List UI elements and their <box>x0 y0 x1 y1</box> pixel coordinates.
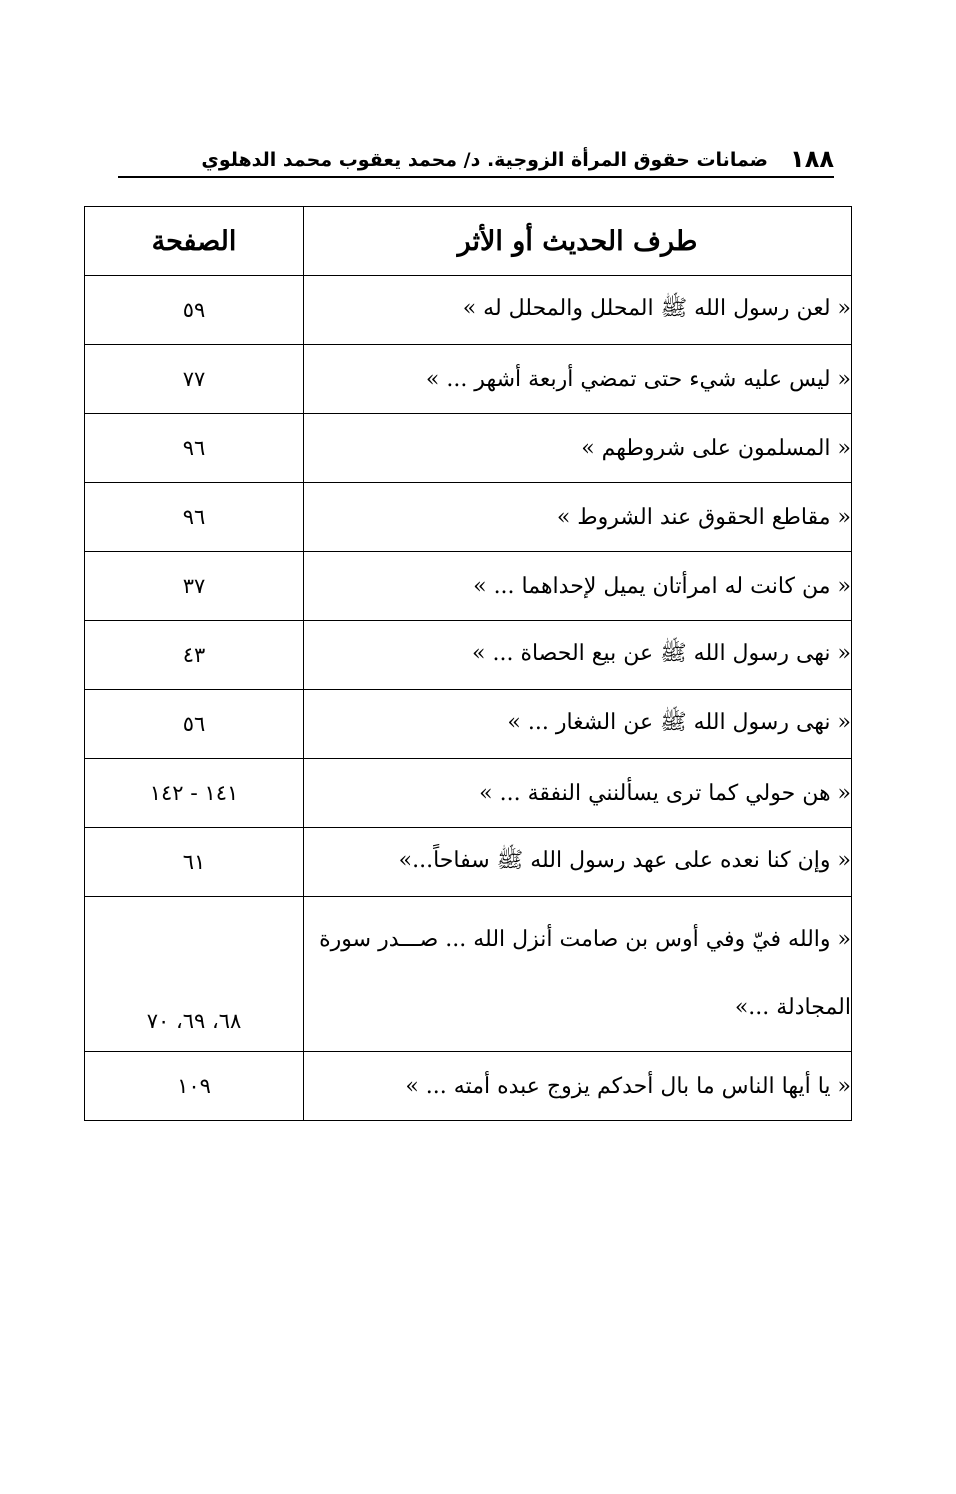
page-cell: ٦١ <box>85 828 304 897</box>
table-row <box>85 828 852 897</box>
page-cell: ٣٧ <box>85 552 304 621</box>
table-row <box>85 483 852 552</box>
hadith-cell: « نهى رسول الله ﷺ عن الشغار ... » <box>304 690 852 759</box>
hadith-cell: « وإن كنا نعده على عهد رسول الله ﷺ سفاحاً...» <box>304 828 852 897</box>
table-row <box>85 897 852 1052</box>
page-number: ١٨٨ <box>790 145 834 173</box>
page-cell: ٩٦ <box>85 483 304 552</box>
page-cell: ٩٦ <box>85 414 304 483</box>
hadith-cell: « المسلمون على شروطهم » <box>304 414 852 483</box>
table-header-row <box>85 207 852 276</box>
hadith-index-table <box>84 206 852 1121</box>
table-row <box>85 345 852 414</box>
page-cell: ٧٧ <box>85 345 304 414</box>
page-cell: ١٠٩ <box>85 1052 304 1121</box>
hadith-cell: « هن حولي كما ترى يسألنني النفقة ... » <box>304 759 852 828</box>
hadith-cell: « نهى رسول الله ﷺ عن بيع الحصاة ... » <box>304 621 852 690</box>
page-cell: ١٤١ - ١٤٢ <box>85 759 304 828</box>
table-row <box>85 690 852 759</box>
page-cell: ٥٩ <box>85 276 304 345</box>
table-row <box>85 276 852 345</box>
running-title: ضمانات حقوق المرأة الزوجية. د/ محمد يعقوب محمد الدهلوي <box>201 149 769 171</box>
column-header-text: طرف الحديث أو الأثر <box>304 207 852 276</box>
hadith-cell: « من كانت له امرأتان يميل لإحداهما ... » <box>304 552 852 621</box>
hadith-cell: « يا أيها الناس ما بال أحدكم يزوج عبده أمته ... » <box>304 1052 852 1121</box>
page-cell: ٦٨، ٦٩، ٧٠ <box>85 897 304 1052</box>
column-header-page: الصفحة <box>85 207 304 276</box>
table-row <box>85 759 852 828</box>
table-row <box>85 621 852 690</box>
table-row <box>85 1052 852 1121</box>
hadith-cell: « ليس عليه شيء حتى تمضي أربعة أشهر ... » <box>304 345 852 414</box>
hadith-cell: « لعن رسول الله ﷺ المحلل والمحلل له » <box>304 276 852 345</box>
running-header <box>118 138 834 178</box>
hadith-cell: « مقاطع الحقوق عند الشروط » <box>304 483 852 552</box>
page-cell: ٤٣ <box>85 621 304 690</box>
table-row <box>85 552 852 621</box>
hadith-cell: « والله فيّ وفي أوس بن صامت أنزل الله ... صـــدر سورة المجادلة ...» <box>304 897 852 1052</box>
page-cell: ٥٦ <box>85 690 304 759</box>
table-row <box>85 414 852 483</box>
